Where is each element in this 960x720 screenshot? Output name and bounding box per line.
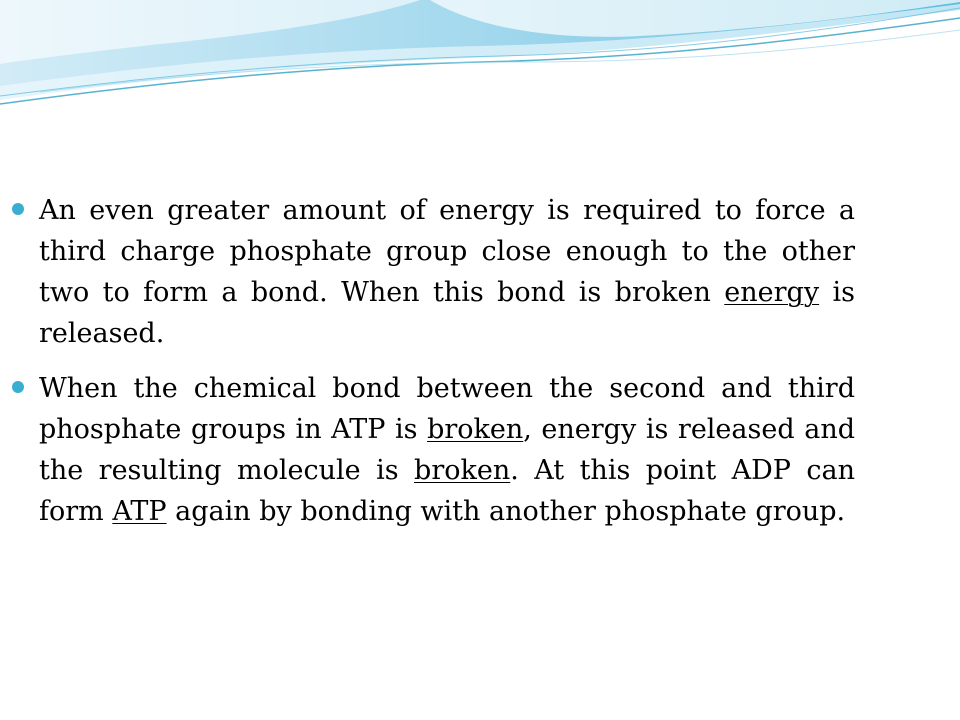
bullet-text	[39, 190, 855, 354]
text-segment: When the chemical bond between the second and third phosphate groups in ATP is	[39, 373, 855, 445]
underlined-term: broken	[427, 414, 524, 445]
text-segment: again by bonding with another phosphate group.	[166, 496, 846, 527]
underlined-term: energy	[724, 277, 820, 308]
header-wave-decoration	[0, 0, 960, 120]
underlined-term: ATP	[112, 496, 167, 527]
text-segment: An even greater amount of energy is required to force a third charge phosphate group close enough to the other two to form a bond. When this bond is broken	[39, 195, 855, 308]
underlined-term: broken	[414, 455, 511, 486]
text-segment: is released.	[39, 277, 855, 349]
bullet-item	[39, 368, 855, 532]
text-segment: . At this point ADP can form	[39, 455, 855, 527]
text-segment: , energy is released and the resulting molecule is	[39, 414, 855, 486]
content-area	[0, 190, 960, 532]
bullet-dot-icon	[12, 381, 24, 393]
bullet-text	[39, 368, 855, 532]
bullet-dot-icon	[12, 203, 24, 215]
bullet-item	[39, 190, 855, 354]
